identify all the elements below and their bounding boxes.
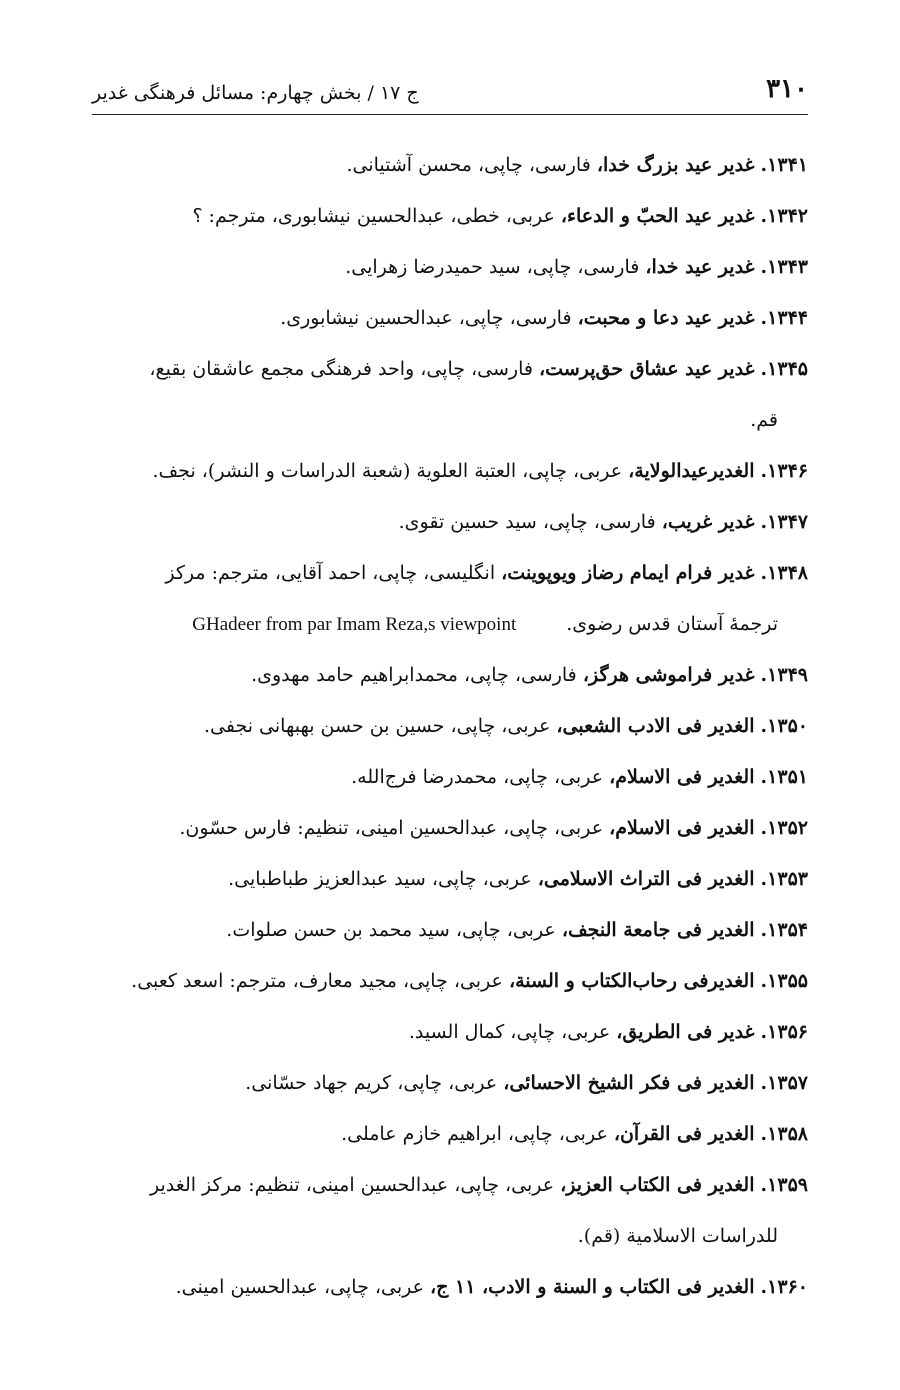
list-item	[92, 242, 808, 293]
entry-number: ۱۳۴۷.	[760, 511, 808, 533]
entry-details: انگلیسی، چاپی، احمد آقایی، مترجم: مرکز	[165, 562, 496, 584]
entry-title: غدیر غریب،	[661, 511, 755, 533]
entry-details: عربی، چاپی، سید عبدالعزیز طباطبایی.	[228, 868, 532, 890]
entry-number: ۱۳۴۹.	[760, 664, 808, 686]
entry-number: ۱۳۴۲.	[760, 205, 808, 227]
page-number: ۳۱۰	[766, 74, 808, 104]
entry-title: غدیر عید عشاق حق‌پرست،	[539, 358, 755, 380]
entry-title: الغدیر فی الاسلام،	[609, 766, 755, 788]
running-head: ج ۱۷ / بخش چهارم: مسائل فرهنگی غدیر	[92, 82, 419, 104]
entry-number: ۱۳۶۰.	[760, 1276, 808, 1298]
list-item	[92, 650, 808, 701]
list-item	[92, 803, 808, 854]
entry-details: عربی، چاپی، مجید معارف، مترجم: اسعد کعبی.	[131, 970, 503, 992]
entry-number: ۱۳۵۴.	[760, 919, 808, 941]
entry-details: عربی، چاپی، محمدرضا فرج‌الله.	[351, 766, 604, 788]
entry-number: ۱۳۵۱.	[760, 766, 808, 788]
entry-number: ۱۳۵۰.	[760, 715, 808, 737]
list-item	[92, 701, 808, 752]
list-item	[92, 752, 808, 803]
entry-number: ۱۳۴۴.	[760, 307, 808, 329]
english-title: GHadeer from par Imam Reza,s viewpoint	[192, 614, 517, 635]
entry-details: عربی، چاپی، العتبة العلویة (شعبة الدراسات و النشر)، نجف.	[152, 460, 623, 482]
entry-title: الغدیر فی الکتاب العزیز،	[560, 1174, 755, 1196]
list-item	[92, 1007, 808, 1058]
entry-title: الغدیر فی التراث الاسلامی،	[537, 868, 755, 890]
entry-details: عربی، چاپی، حسین بن حسن بهبهانی نجفی.	[203, 715, 551, 737]
entry-number: ۱۳۵۳.	[760, 868, 808, 890]
entry-title: غدیر عید بزرگ خدا،	[596, 154, 755, 176]
entry-details: عربی، خطی، عبدالحسین نیشابوری، مترجم: ؟	[192, 205, 555, 227]
list-item	[92, 191, 808, 242]
entry-details: عربی، چاپی، ابراهیم خازم عاملی.	[341, 1123, 608, 1145]
list-item	[92, 956, 808, 1007]
list-item	[92, 293, 808, 344]
list-item	[92, 1058, 808, 1109]
page-header	[92, 70, 808, 115]
entry-title: غدیر عید الحبّ و الدعاء،	[560, 205, 755, 227]
entry-title: الغدیر فی جامعة النجف،	[561, 919, 755, 941]
entry-title: الغدیرفی رحاب‌الکتاب و السنة،	[508, 970, 755, 992]
entry-continuation: قم.	[750, 409, 778, 431]
entry-details: فارسی، چاپی، عبدالحسین نیشابوری.	[280, 307, 572, 329]
entry-number: ۱۳۵۶.	[760, 1021, 808, 1043]
list-item	[92, 548, 808, 650]
entry-number: ۱۳۵۷.	[760, 1072, 808, 1094]
list-item	[92, 446, 808, 497]
list-item	[92, 854, 808, 905]
list-item	[92, 905, 808, 956]
entry-title: غدیر فرام ایمام رضاز ویوپوینت،	[501, 562, 755, 584]
entry-details: فارسی، چاپی، واحد فرهنگی مجمع عاشقان بقیع،	[149, 358, 533, 380]
entry-title: الغدیرعیدالولایة،	[628, 460, 755, 482]
list-item	[92, 1160, 808, 1262]
entry-title: الغدیر فی الادب الشعبی،	[556, 715, 755, 737]
entry-continuation	[92, 599, 808, 650]
entry-details: عربی، چاپی، کمال السید.	[408, 1021, 611, 1043]
entry-details: فارسی، چاپی، سید حسین تقوی.	[398, 511, 656, 533]
entry-title: غدیر عید دعا و محبت،	[577, 307, 755, 329]
entry-details: عربی، چاپی، سید محمد بن حسن صلوات.	[226, 919, 556, 941]
entry-number: ۱۳۴۵.	[760, 358, 808, 380]
entry-number: ۱۳۵۹.	[760, 1174, 808, 1196]
entry-title: الغدیر فی الکتاب و السنة و الادب، ۱۱ ج،	[430, 1276, 755, 1298]
entry-details: عربی، چاپی، عبدالحسین امینی، تنظیم: فارس حسّون.	[179, 817, 604, 839]
entry-title: غدیر عید خدا،	[645, 256, 755, 278]
entry-continuation: للدراسات الاسلامیة (قم).	[577, 1225, 778, 1247]
entry-number: ۱۳۵۲.	[760, 817, 808, 839]
entry-title: غدیر فی الطریق،	[616, 1021, 755, 1043]
entry-title: الغدیر فی الاسلام،	[609, 817, 755, 839]
list-item	[92, 1109, 808, 1160]
bibliography-list	[92, 140, 808, 1313]
list-item	[92, 497, 808, 548]
entry-title: غدیر فراموشی هرگز،	[582, 664, 755, 686]
entry-number: ۱۳۴۸.	[760, 562, 808, 584]
list-item	[92, 140, 808, 191]
entry-number: ۱۳۴۶.	[760, 460, 808, 482]
entry-details: عربی، چاپی، عبدالحسین امینی.	[175, 1276, 424, 1298]
entry-number: ۱۳۵۵.	[760, 970, 808, 992]
entry-continuation-text: ترجمهٔ آستان قدس رضوی.	[566, 613, 778, 635]
entry-details: فارسی، چاپی، محسن آشتیانی.	[346, 154, 591, 176]
entry-number: ۱۳۴۱.	[760, 154, 808, 176]
list-item	[92, 1262, 808, 1313]
entry-details: فارسی، چاپی، محمدابراهیم حامد مهدوی.	[251, 664, 577, 686]
entry-title: الغدیر فی فکر الشیخ الاحسائی،	[503, 1072, 755, 1094]
entry-number: ۱۳۴۳.	[760, 256, 808, 278]
entry-details: عربی، چاپی، کریم جهاد حسّانی.	[245, 1072, 498, 1094]
entry-number: ۱۳۵۸.	[760, 1123, 808, 1145]
entry-title: الغدیر فی القرآن،	[613, 1123, 755, 1145]
list-item	[92, 344, 808, 446]
entry-details: عربی، چاپی، عبدالحسین امینی، تنظیم: مرکز الغدیر	[150, 1174, 555, 1196]
entry-details: فارسی، چاپی، سید حمیدرضا زهرایی.	[345, 256, 640, 278]
